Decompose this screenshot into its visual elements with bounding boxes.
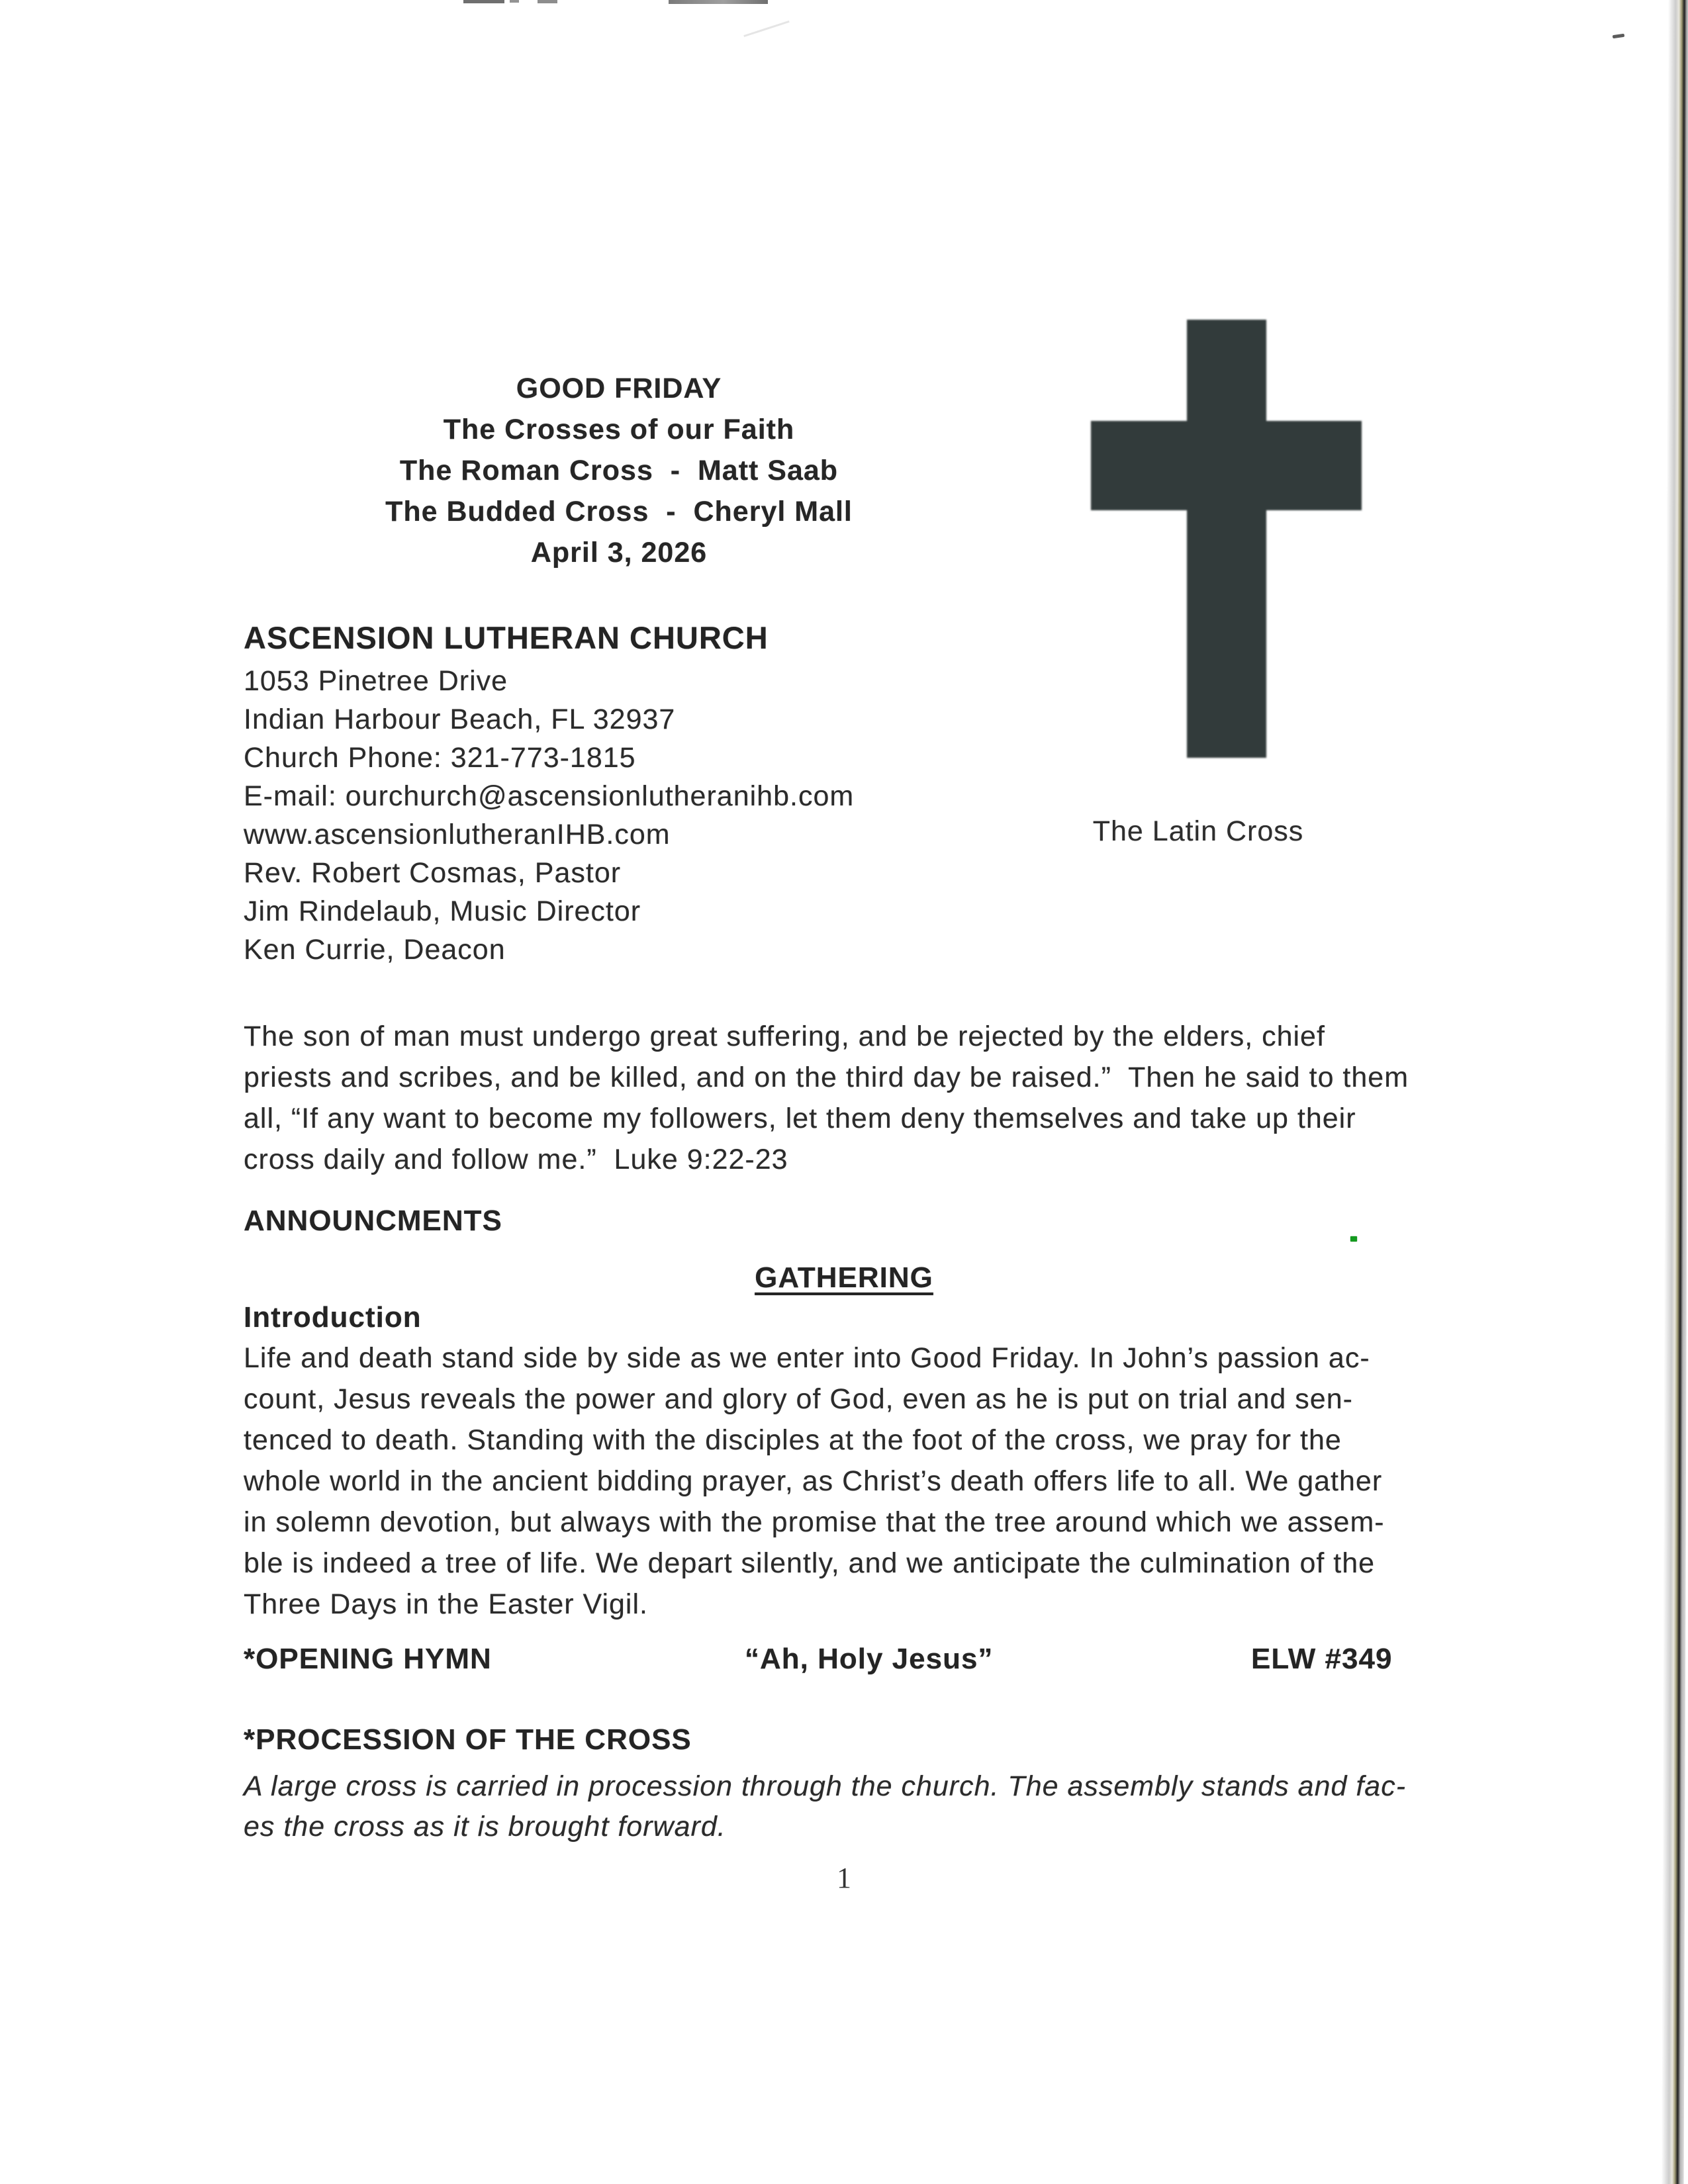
church-name: ASCENSION LUTHERAN CHURCH [244, 620, 769, 655]
title-line-event: GOOD FRIDAY [516, 373, 722, 404]
church-city-line: Indian Harbour Beach, FL 32937 [244, 704, 676, 735]
scan-artifact-scratch [743, 21, 789, 37]
church-info-block [244, 662, 854, 969]
scan-artifact-top-1 [463, 0, 504, 3]
introduction-line: ble is indeed a tree of life. We depart silently, and we anticipate the culmination of the [244, 1547, 1376, 1579]
introduction-line: count, Jesus reveals the power and glory of God, even as he is put on trial and sen- [244, 1383, 1353, 1415]
scan-speck-green [1350, 1236, 1357, 1242]
title-line-date: April 3, 2026 [530, 537, 708, 569]
opening-hymn-title: “Ah, Holy Jesus” [745, 1643, 994, 1675]
scan-artifact-top-3 [538, 0, 557, 3]
introduction-line: Three Days in the Easter Vigil. [244, 1588, 648, 1620]
scan-edge-artifact [1662, 0, 1688, 2184]
scripture-line: cross daily and follow me.” Luke 9:22-23 [244, 1144, 788, 1175]
church-address-line: 1053 Pinetree Drive [244, 665, 508, 697]
opening-hymn-row [0, 1643, 1688, 1682]
church-phone-line: Church Phone: 321-773-1815 [244, 742, 636, 774]
latin-cross-image [1086, 311, 1370, 768]
introduction-heading: Introduction [244, 1301, 422, 1334]
scripture-line: priests and scribes, and be killed, and on the third day be raised.” Then he said to them [244, 1062, 1409, 1093]
title-block [244, 368, 994, 573]
title-line-roman-cross: The Roman Cross - Matt Saab [399, 455, 839, 486]
gathering-heading [0, 1261, 1688, 1295]
church-pastor-line: Rev. Robert Cosmas, Pastor [244, 857, 622, 889]
introduction-paragraph [244, 1338, 1385, 1625]
scripture-line: The son of man must undergo great suffering, and be rejected by the elders, chief [244, 1021, 1325, 1052]
church-music-director-line: Jim Rindelaub, Music Director [244, 895, 641, 927]
opening-hymn-label: *OPENING HYMN [244, 1643, 492, 1675]
scan-artifact-top-4 [669, 0, 768, 4]
scripture-line: all, “If any want to become my followers, let them deny themselves and take up their [244, 1103, 1356, 1134]
title-line-budded-cross: The Budded Cross - Cheryl Mall [385, 496, 853, 527]
figure-caption: The Latin Cross [1092, 815, 1304, 847]
title-line-theme: The Crosses of our Faith [443, 414, 795, 445]
introduction-line: Life and death stand side by side as we enter into Good Friday. In John’s passion ac- [244, 1342, 1370, 1374]
scripture-paragraph [244, 1016, 1409, 1180]
scan-speck-dark [1613, 34, 1625, 38]
church-deacon-line: Ken Currie, Deacon [244, 934, 506, 966]
church-email-line: E-mail: ourchurch@ascensionlutheranihb.com [244, 780, 855, 812]
introduction-line: whole world in the ancient bidding prayer, as Christ’s death offers life to all. We gather [244, 1465, 1383, 1497]
introduction-line: tenced to death. Standing with the disciples at the foot of the cross, we pray for the [244, 1424, 1342, 1456]
church-website-line: www.ascensionlutheranIHB.com [244, 819, 671, 850]
introduction-line: in solemn devotion, but always with the promise that the tree around which we assem- [244, 1506, 1385, 1538]
announcements-heading: ANNOUNCMENTS [244, 1205, 502, 1237]
procession-heading: *PROCESSION OF THE CROSS [244, 1723, 692, 1756]
rubric-line: es the cross as it is brought forward. [244, 1811, 726, 1843]
scan-artifact-top-2 [510, 0, 519, 3]
procession-rubric [244, 1766, 1406, 1847]
rubric-line: A large cross is carried in procession through the church. The assembly stands and fac- [244, 1770, 1407, 1802]
page-number: 1 [837, 1862, 851, 1894]
opening-hymn-number: ELW #349 [1251, 1643, 1393, 1675]
gathering-heading-text: GATHERING [755, 1261, 933, 1294]
